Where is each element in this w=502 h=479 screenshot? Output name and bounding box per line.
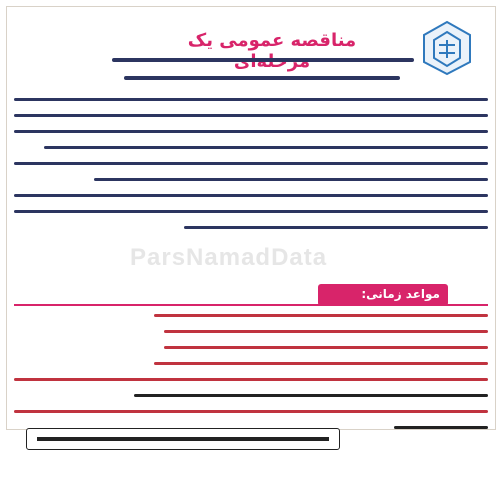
watermark: ParsNamadData <box>130 244 328 271</box>
faculty-name-footer <box>26 428 340 450</box>
schedule-banner <box>14 278 488 306</box>
faculty-logo <box>420 20 474 76</box>
notice-title: مناقصه عمومی یک <box>187 30 357 51</box>
schedule-heading: مواعد زمانی: <box>361 287 440 301</box>
faculty-name <box>37 437 329 441</box>
